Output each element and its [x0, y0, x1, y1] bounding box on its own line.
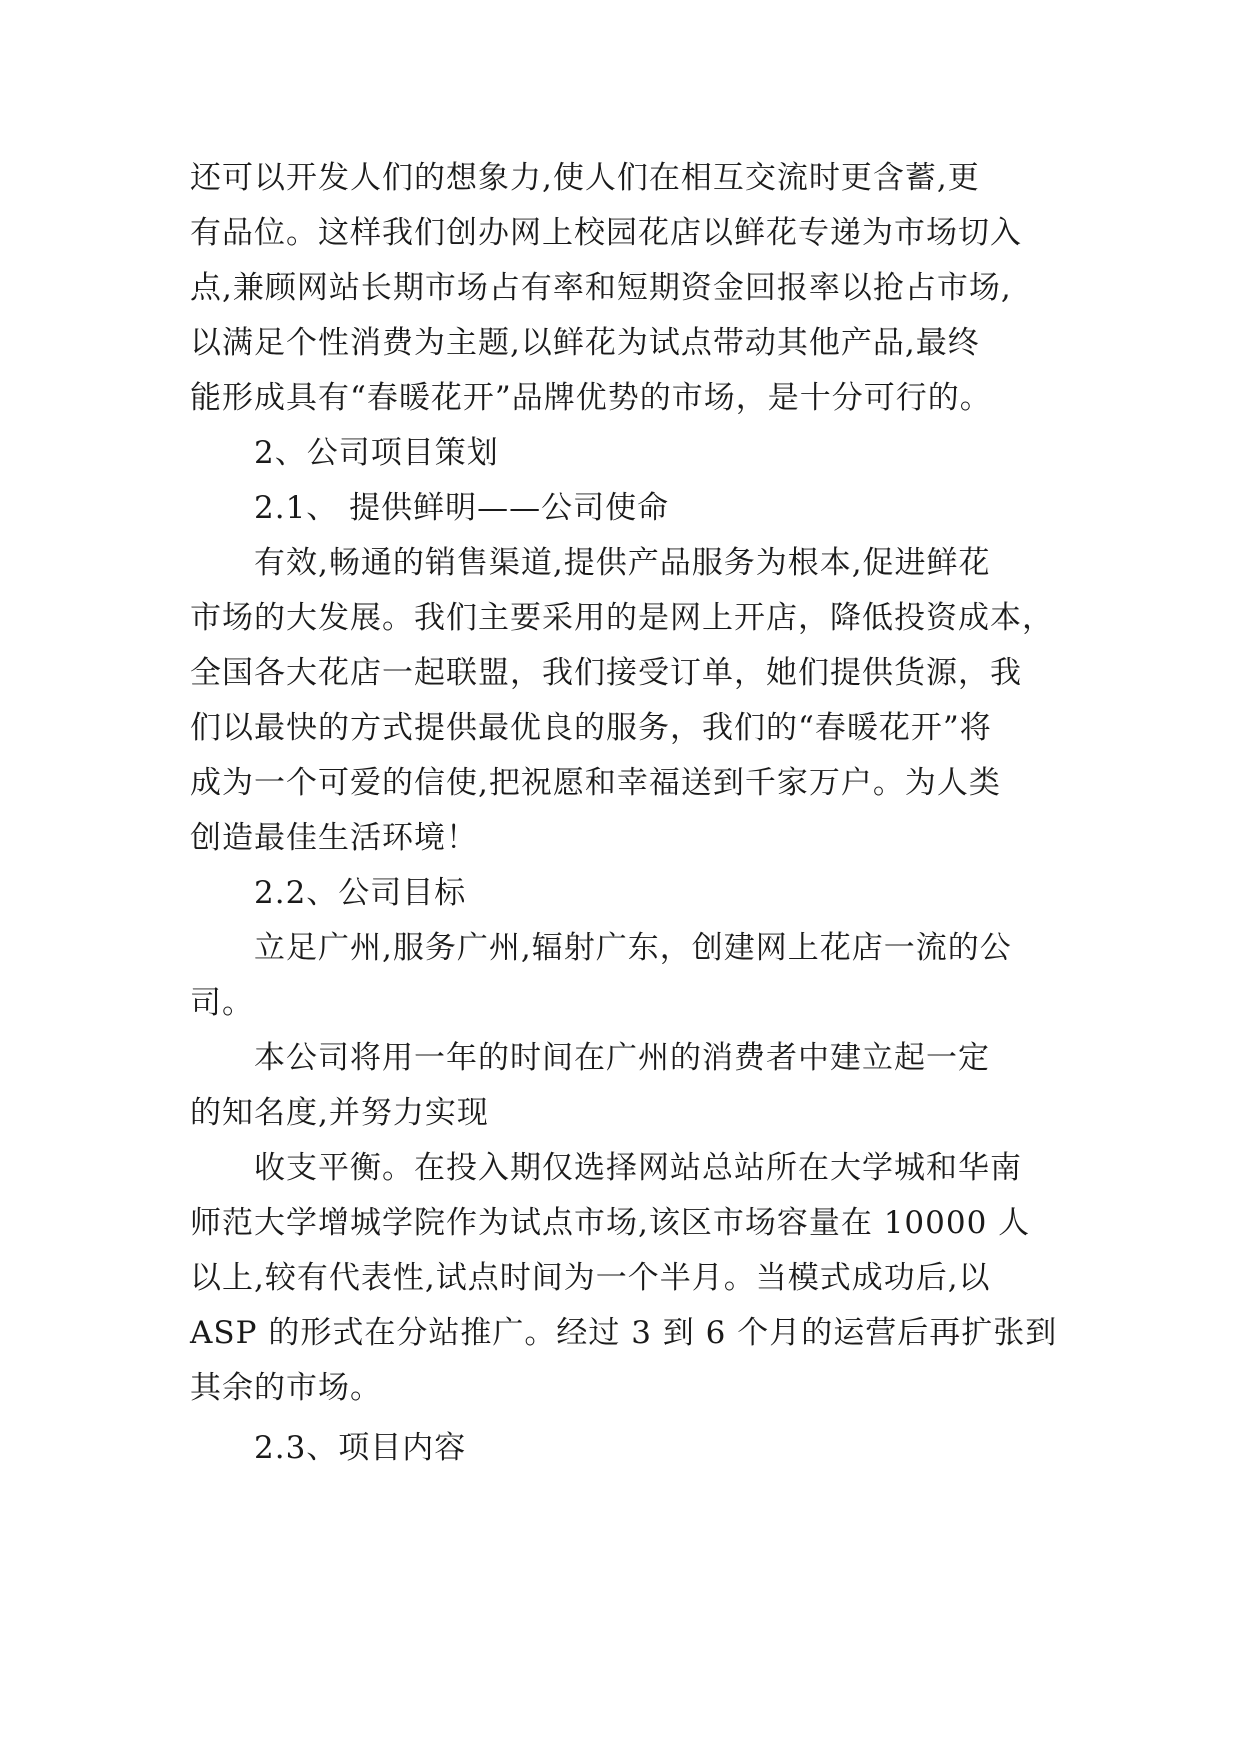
paragraph-line: 全国各大花店一起联盟，我们接受订单，她们提供货源，我	[190, 655, 1022, 691]
paragraph-line: 有品位。这样我们创办网上校园花店以鲜花专递为市场切入	[190, 215, 1022, 251]
paragraph-line: 有效,畅通的销售渠道,提供产品服务为根本,促进鲜花	[254, 545, 991, 581]
paragraph-line: 能形成具有“春暖花开”品牌优势的市场，是十分可行的。	[190, 380, 992, 416]
paragraph-line: 立足广州,服务广州,辐射广东，创建网上花店一流的公	[254, 930, 1012, 966]
paragraph-line: 还可以开发人们的想象力,使人们在相互交流时更含蓄,更	[190, 160, 980, 196]
paragraph-line: 收支平衡。在投入期仅选择网站总站所在大学城和华南	[254, 1150, 1022, 1186]
paragraph-line: 的知名度,并努力实现	[190, 1095, 489, 1131]
paragraph-line: 本公司将用一年的时间在广州的消费者中建立起一定	[254, 1040, 990, 1076]
subsection-heading: 2.3、项目内容	[254, 1430, 467, 1466]
paragraph-line: 其余的市场。	[190, 1370, 382, 1406]
paragraph-line: 师范大学增城学院作为试点市场,该区市场容量在 10000 人	[190, 1205, 1031, 1241]
subsection-heading: 2.1、 提供鲜明——公司使命	[254, 490, 670, 526]
section-heading: 2、公司项目策划	[254, 435, 499, 471]
paragraph-line: 市场的大发展。我们主要采用的是网上开店，降低投资成本，	[190, 600, 1054, 636]
paragraph-line: 点,兼顾网站长期市场占有率和短期资金回报率以抢占市场,	[190, 270, 1012, 306]
paragraph-line: 们以最快的方式提供最优良的服务，我们的“春暖花开”将	[190, 710, 992, 746]
paragraph-line: 司。	[190, 985, 254, 1021]
paragraph-line: 创造最佳生活环境！	[190, 820, 478, 856]
paragraph-line: 成为一个可爱的信使,把祝愿和幸福送到千家万户。为人类	[190, 765, 1001, 801]
subsection-heading: 2.2、公司目标	[254, 875, 467, 911]
paragraph-line: 以上,较有代表性,试点时间为一个半月。当模式成功后,以	[190, 1260, 991, 1296]
paragraph-line: ASP 的形式在分站推广。经过 3 到 6 个月的运营后再扩张到	[190, 1315, 1058, 1351]
paragraph-line: 以满足个性消费为主题,以鲜花为试点带动其他产品,最终	[190, 325, 980, 361]
